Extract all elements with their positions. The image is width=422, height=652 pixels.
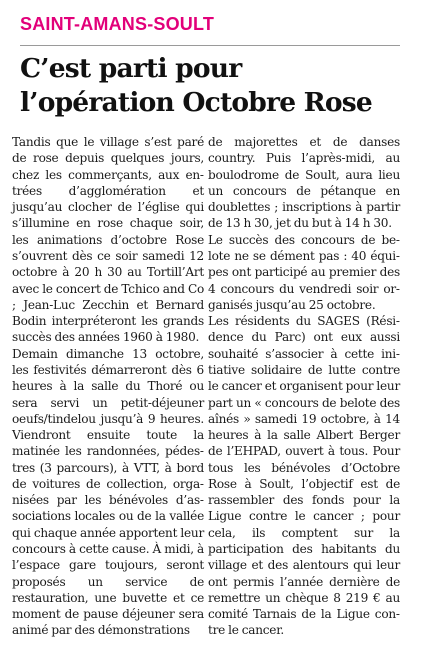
body-paragraph: Tandis que le village s’est paré de rose depuis quelques jours, chez les commerçants, aux entrées d’agglomération et jusqu’au clocher de l’église qui s’illumine en rose chaque soir, les animations d’octobre Rose s’ouvrent dès ce soir samedi 12 octobre à 20 h 30 au Tortill’Art avec le concert de Tchico and Co ; Jean-Luc Zecchin et Bernard Bodin interpréteront les grands succès des années 1960 à 1980. bbox=[12, 135, 204, 345]
section-kicker: SAINT-AMANS-SOULT bbox=[20, 14, 215, 34]
body-column-left bbox=[12, 134, 204, 639]
body-paragraph: Les résidents du SAGES (Résidence du Parc) ont eux aussi souhaité s’associer à cette initiative solidaire de lutte contre le cancer et organisent pour leur part un « concours de belote des aînés » samedi 19 octobre, à 14 heures à la salle Albert Berger de l’EHPAD, ouvert à tous. Pour tous les bénévoles d’Octobre Rose à Soult, l’objectif est de rassembler des fonds pour la Ligue contre le cancer ; pour cela, ils comptent sur la participation des habitants du village et des alentours qui leur ont permis l’année dernière de remettre un chèque 8 219 € au comité Tarnais de la Ligue contre le cancer. bbox=[208, 314, 400, 638]
headline-line-2: l’opération Octobre Rose bbox=[20, 87, 372, 118]
kicker-divider bbox=[20, 45, 400, 46]
headline-line-1: C’est parti pour bbox=[20, 53, 242, 84]
body-paragraph: Le succès des concours de belote ne se dément pas : 40 équipes ont participé au premier des 4 concours du vendredi soir organisés jusqu’au 25 octobre. bbox=[208, 232, 400, 312]
body-paragraph: Demain dimanche 13 octobre, les festivités démarreront dès 6 heures à la salle du Thoré ou sera servi un petit-déjeuner oeufs/tindelou jusqu’à 9 heures. Viendront ensuite toute la matinée les randonnées, pédestres (3 parcours), à VTT, à bord de voitures de collection, organisées par les bénévoles d’associations locales ou de la vallée qui chaque année apportent leur concours à cette cause. À midi, à l’espace gare toujours, seront proposés un service de restauration, une buvette et ce moment de pause déjeuner sera animé par des démonstrations bbox=[12, 346, 204, 638]
body-column-right bbox=[208, 134, 400, 639]
body-paragraph: de majorettes et de danses country. Puis l’après-midi, au boulodrome de Soult, aura lieu un concours de pétanque en doublettes ; inscriptions à partir de 13 h 30, jet du but à 14 h 30. bbox=[208, 135, 400, 231]
headline bbox=[20, 52, 410, 120]
